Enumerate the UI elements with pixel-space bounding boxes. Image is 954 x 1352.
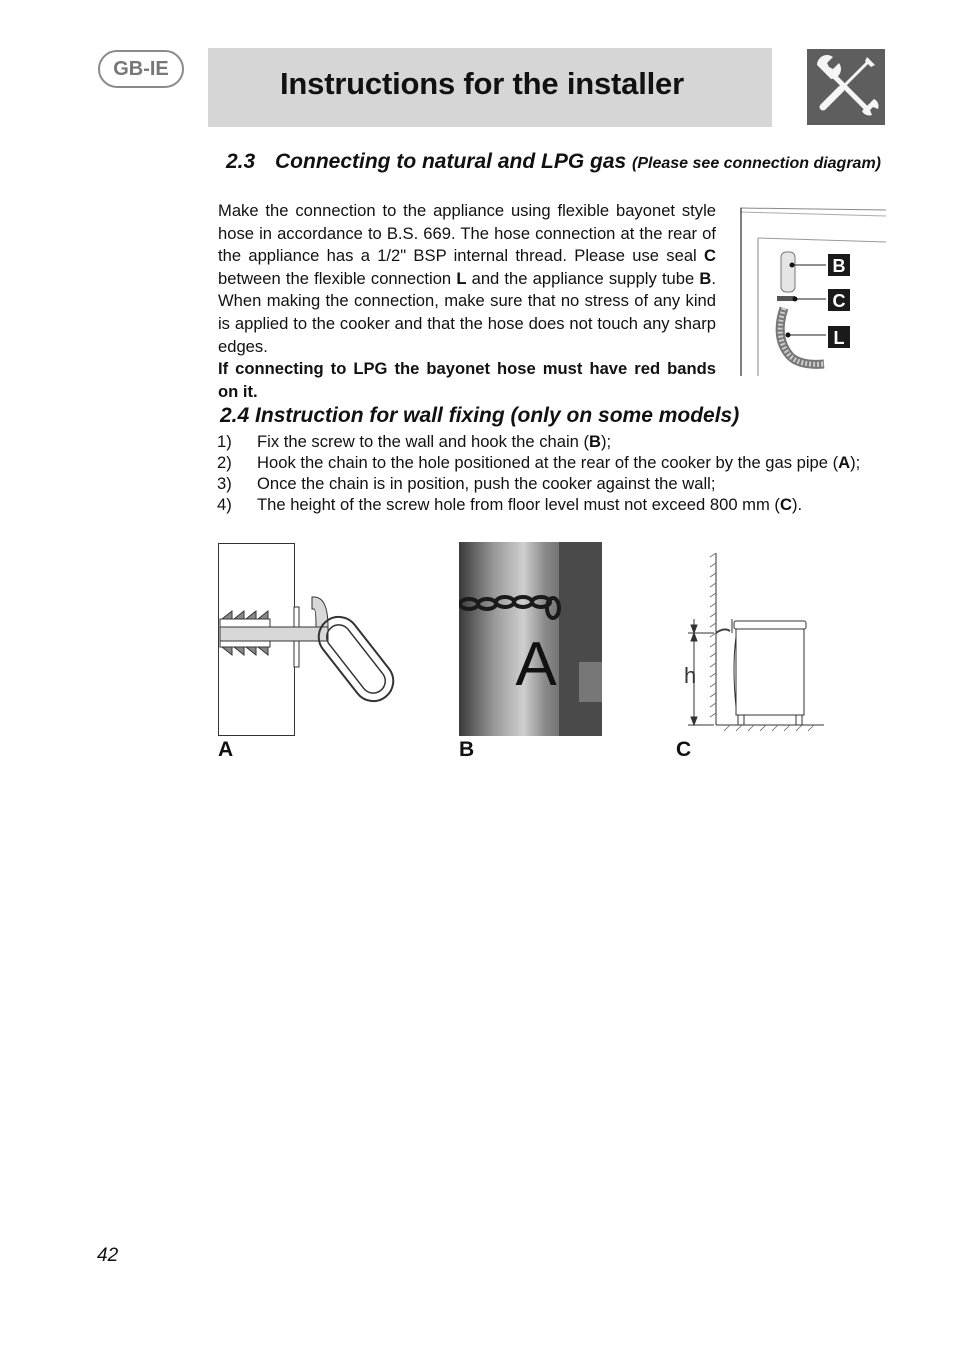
- seal-label: C: [704, 246, 716, 266]
- figure-c-height-diagram: [674, 553, 824, 731]
- step-ref: B: [589, 432, 602, 451]
- photo-letter: A: [515, 630, 557, 699]
- supply-tube-label: B: [699, 268, 712, 288]
- step-number: 2): [217, 453, 232, 472]
- para-text-2: between the flexible connection: [218, 268, 457, 288]
- height-label: h: [684, 663, 697, 688]
- section-number: 2.3: [226, 150, 256, 173]
- diagram-label-l: L: [833, 328, 845, 348]
- step-number: 3): [217, 474, 232, 493]
- section-title-text: Connecting to natural and LPG gas: [275, 150, 627, 173]
- list-item: [217, 431, 878, 452]
- figure-b-chain-photo: [459, 542, 602, 736]
- list-item: [217, 473, 878, 494]
- figure-a-label: A: [218, 738, 234, 761]
- steps-list: [217, 431, 878, 515]
- step-text-end: );: [850, 453, 861, 472]
- region-badge: GB-IE: [98, 50, 184, 88]
- connection-label: L: [456, 268, 467, 288]
- lpg-warning: If connecting to LPG the bayonet hose must have red bands on it.: [218, 359, 716, 401]
- step-text: The height of the screw hole from floor level must not exceed 800 mm (: [257, 495, 780, 514]
- diagram-label-b: B: [832, 256, 846, 276]
- step-text-end: );: [601, 432, 612, 451]
- step-text: Fix the screw to the wall and hook the chain (: [257, 432, 590, 451]
- step-number: 1): [217, 432, 232, 451]
- step-text-end: ).: [791, 495, 803, 514]
- diagram-label-c: C: [832, 291, 846, 311]
- section-title: [275, 150, 886, 176]
- step-text: Hook the chain to the hole positioned at the rear of the cooker by the gas pipe (: [257, 453, 839, 472]
- figure-b-label: B: [459, 738, 475, 761]
- section-2-4-heading: 2.4 Instruction for wall fixing (only on some models): [220, 404, 740, 427]
- page-header: [208, 48, 772, 127]
- section-note: (Please see connection diagram): [632, 155, 882, 172]
- step-text: Once the chain is in position, push the cooker against the wall;: [257, 474, 716, 493]
- step-ref: C: [779, 495, 792, 514]
- page-title: Instructions for the installer: [280, 66, 684, 101]
- figure-c-label: C: [676, 738, 692, 761]
- list-item: [217, 452, 878, 473]
- page-number: 42: [97, 1245, 119, 1266]
- step-ref: A: [838, 453, 851, 472]
- connection-diagram: [740, 200, 886, 376]
- figure-a-wall-anchor: [218, 543, 398, 737]
- step-number: 4): [217, 495, 232, 514]
- connection-paragraph: [218, 200, 716, 358]
- para-text-3: and the appliance supply tube: [466, 268, 700, 288]
- tools-icon: [807, 49, 885, 125]
- para-text-4: . When making the connection, make sure that no stress of any kind is applied to the cooker and that the hose does not touch any sharp edges.: [218, 268, 716, 356]
- para-text-1: Make the connection to the appliance using flexible bayonet style hose in accordance to B.S. 669. The hose connection at the rear of the appliance has a 1/2" BSP internal thread. Please use seal: [218, 201, 716, 266]
- list-item: [217, 494, 878, 515]
